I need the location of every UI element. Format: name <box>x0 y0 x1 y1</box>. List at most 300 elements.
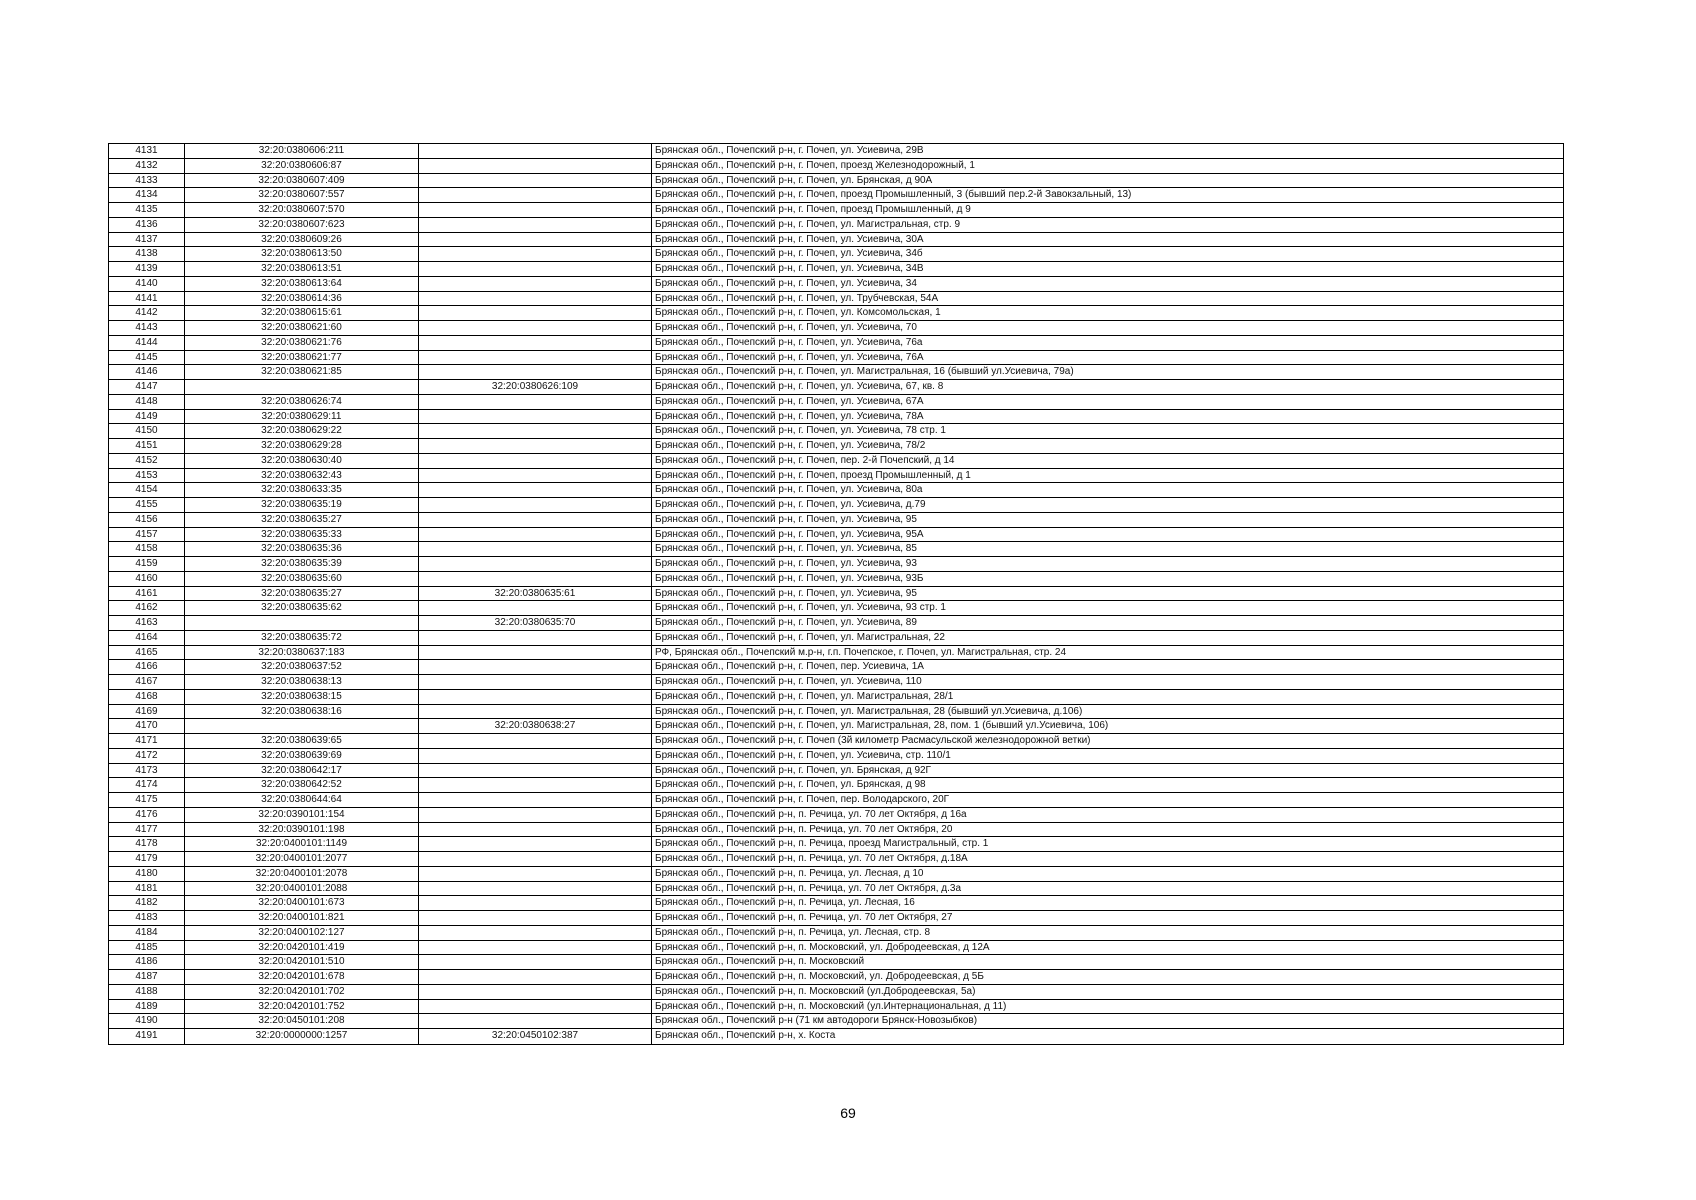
row-number-cell: 4138 <box>109 247 185 261</box>
row-number-cell: 4137 <box>109 233 185 247</box>
cadastral-number-2-cell <box>419 896 652 910</box>
address-cell: Брянская обл., Почепский р-н, п. Московский, ул. Добродеевская, д 5Б <box>655 971 984 982</box>
cadastral-number-2-cell <box>419 439 652 453</box>
table-row <box>109 572 1563 587</box>
cadastral-number-cell: 32:20:0380639:65 <box>185 734 419 748</box>
table-row <box>109 1014 1563 1029</box>
cadastral-number-2-cell <box>419 852 652 866</box>
address-cell: Брянская обл., Почепский р-н, г. Почеп, ул. Магистральная, 28 (бывший ул.Усиевича, д.106) <box>655 705 1083 717</box>
table-row <box>109 528 1563 543</box>
cadastral-number-cell: 32:20:0380633:35 <box>185 483 419 497</box>
row-number-cell: 4169 <box>109 705 185 719</box>
cadastral-number-2-cell <box>419 410 652 424</box>
table-row <box>109 646 1563 661</box>
cadastral-number-2-cell <box>419 985 652 999</box>
table-row <box>109 823 1563 838</box>
table-row <box>109 911 1563 926</box>
cadastral-number-cell: 32:20:0380607:570 <box>185 203 419 217</box>
row-number-cell: 4188 <box>109 985 185 999</box>
row-number-cell: 4135 <box>109 203 185 217</box>
row-number-cell: 4140 <box>109 277 185 291</box>
address-cell: Брянская обл., Почепский р-н, п. Речица, ул. 70 лет Октября, д.3а <box>655 882 962 894</box>
address-cell: Брянская обл., Почепский р-н, г. Почеп, ул. Усиевича, 76а <box>655 336 923 348</box>
cadastral-number-2-cell <box>419 837 652 851</box>
row-number-cell: 4178 <box>109 837 185 851</box>
address-cell: Брянская обл., Почепский р-н, г. Почеп, ул. Усиевича, 93 стр. 1 <box>655 602 946 614</box>
address-cell: Брянская обл., Почепский р-н, г. Почеп, ул. Усиевича, 78А <box>655 410 924 422</box>
cadastral-number-2-cell <box>419 749 652 763</box>
cadastral-number-2-cell <box>419 542 652 556</box>
cadastral-number-2-cell <box>419 424 652 438</box>
cadastral-number-cell: 32:20:0380606:211 <box>185 144 419 158</box>
cadastral-number-2-cell <box>419 926 652 940</box>
row-number-cell: 4132 <box>109 159 185 173</box>
row-number-cell: 4155 <box>109 498 185 512</box>
row-number-cell: 4179 <box>109 852 185 866</box>
cadastral-number-cell: 32:20:0380607:409 <box>185 174 419 188</box>
table-row <box>109 601 1563 616</box>
table-row <box>109 690 1563 705</box>
row-number-cell: 4166 <box>109 660 185 674</box>
cadastral-number-cell: 32:20:0380638:15 <box>185 690 419 704</box>
table-row <box>109 277 1563 292</box>
cadastral-number-2-cell <box>419 1000 652 1014</box>
row-number-cell: 4136 <box>109 218 185 232</box>
address-cell: Брянская обл., Почепский р-н, г. Почеп, ул. Усиевича, 67, кв. 8 <box>655 381 944 392</box>
table-row <box>109 469 1563 484</box>
address-cell: Брянская обл., Почепский р-н, г. Почеп, ул. Усиевича, 29В <box>655 145 924 156</box>
cadastral-number-cell: 32:20:0380615:61 <box>185 306 419 320</box>
row-number-cell: 4161 <box>109 587 185 601</box>
row-number-cell: 4180 <box>109 867 185 881</box>
cadastral-number-2-cell <box>419 247 652 261</box>
row-number-cell: 4156 <box>109 513 185 527</box>
address-cell: Брянская обл., Почепский р-н, г. Почеп, ул. Усиевича, 93Б <box>655 572 924 584</box>
table-row <box>109 985 1563 1000</box>
cadastral-number-2-cell <box>419 365 652 379</box>
cadastral-number-cell: 32:20:0380626:74 <box>185 395 419 409</box>
row-number-cell: 4175 <box>109 793 185 807</box>
table-row <box>109 778 1563 793</box>
address-cell: Брянская обл., Почепский р-н, г. Почеп (3й километр Расмасульской железнодорожной ветки) <box>655 735 1091 746</box>
address-cell: Брянская обл., Почепский р-н, г. Почеп, ул. Усиевича, 70 <box>655 322 917 333</box>
cadastral-number-cell: 32:20:0380637:52 <box>185 660 419 674</box>
row-number-cell: 4149 <box>109 410 185 424</box>
cadastral-number-2-cell <box>419 395 652 409</box>
cadastral-number-cell: 32:20:0380607:623 <box>185 218 419 232</box>
cadastral-number-cell: 32:20:0400101:1149 <box>185 837 419 851</box>
row-number-cell: 4146 <box>109 365 185 379</box>
cadastral-number-cell: 32:20:0380635:36 <box>185 542 419 556</box>
cadastral-number-cell: 32:20:0380635:60 <box>185 572 419 586</box>
row-number-cell: 4173 <box>109 764 185 778</box>
table-row <box>109 454 1563 469</box>
cadastral-number-cell: 32:20:0380613:51 <box>185 262 419 276</box>
row-number-cell: 4183 <box>109 911 185 925</box>
cadastral-number-2-cell <box>419 498 652 512</box>
cadastral-number-cell: 32:20:0380638:16 <box>185 705 419 719</box>
cadastral-number-2-cell <box>419 483 652 497</box>
table-row <box>109 660 1563 675</box>
cadastral-number-2-cell <box>419 808 652 822</box>
cadastral-number-2-cell <box>419 336 652 350</box>
address-cell: Брянская обл., Почепский р-н, п. Московский, ул. Добродеевская, д 12А <box>655 941 990 953</box>
table-row <box>109 218 1563 233</box>
row-number-cell: 4141 <box>109 292 185 306</box>
row-number-cell: 4154 <box>109 483 185 497</box>
row-number-cell: 4152 <box>109 454 185 468</box>
row-number-cell: 4184 <box>109 926 185 940</box>
table-row <box>109 306 1563 321</box>
row-number-cell: 4150 <box>109 424 185 438</box>
address-cell: Брянская обл., Почепский р-н, п. Речица, ул. 70 лет Октября, 20 <box>655 823 953 835</box>
row-number-cell: 4159 <box>109 557 185 571</box>
cadastral-number-cell: 32:20:0380609:26 <box>185 233 419 247</box>
cadastral-number-2-cell <box>419 823 652 837</box>
row-number-cell: 4177 <box>109 823 185 837</box>
table-row <box>109 351 1563 366</box>
cadastral-number-cell: 32:20:0380630:40 <box>185 454 419 468</box>
address-cell: Брянская обл., Почепский р-н, г. Почеп, ул. Усиевича, 30А <box>655 233 924 245</box>
table-row <box>109 233 1563 248</box>
address-cell: Брянская обл., Почепский р-н, п. Московский (ул.Интернациональная, д 11) <box>655 1000 1007 1012</box>
cadastral-number-cell: 32:20:0380635:27 <box>185 587 419 601</box>
address-cell: Брянская обл., Почепский р-н, г. Почеп, ул. Усиевича, 93 <box>655 558 917 569</box>
cadastral-number-cell: 32:20:0380642:17 <box>185 764 419 778</box>
cadastral-number-cell: 32:20:0380621:77 <box>185 351 419 365</box>
table-row <box>109 410 1563 425</box>
cadastral-number-2-cell <box>419 218 652 232</box>
row-number-cell: 4181 <box>109 882 185 896</box>
address-cell: Брянская обл., Почепский р-н, г. Почеп, ул. Усиевича, 85 <box>655 543 917 555</box>
cadastral-number-2-cell: 32:20:0380635:70 <box>419 616 652 630</box>
table-row <box>109 705 1563 720</box>
cadastral-number-2-cell <box>419 660 652 674</box>
table-row <box>109 424 1563 439</box>
cadastral-number-cell: 32:20:0380629:22 <box>185 424 419 438</box>
table-row <box>109 793 1563 808</box>
cadastral-number-2-cell <box>419 306 652 320</box>
table-row <box>109 882 1563 897</box>
address-cell: Брянская обл., Почепский р-н, п. Московский (ул.Добродеевская, 5а) <box>655 985 976 997</box>
cadastral-number-cell: 32:20:0400101:2077 <box>185 852 419 866</box>
table-row <box>109 144 1563 159</box>
table-row <box>109 941 1563 956</box>
cadastral-number-cell: 32:20:0000000:1257 <box>185 1029 419 1044</box>
cadastral-number-cell: 32:20:0380632:43 <box>185 469 419 483</box>
table-row <box>109 380 1563 395</box>
table-row <box>109 557 1563 572</box>
address-cell: Брянская обл., Почепский р-н, г. Почеп, пер. Усиевича, 1А <box>655 661 924 673</box>
cadastral-number-cell <box>185 719 419 733</box>
table-row <box>109 867 1563 882</box>
table-row <box>109 365 1563 380</box>
address-cell: Брянская обл., Почепский р-н, г. Почеп, ул. Магистральная, стр. 9 <box>655 218 961 230</box>
table-row <box>109 1000 1563 1015</box>
cadastral-number-2-cell <box>419 941 652 955</box>
cadastral-number-2-cell <box>419 882 652 896</box>
cadastral-number-cell: 32:20:0380621:60 <box>185 321 419 335</box>
address-cell: Брянская обл., Почепский р-н, п. Московский <box>655 956 865 968</box>
row-number-cell: 4147 <box>109 380 185 394</box>
address-cell: Брянская обл., Почепский р-н, г. Почеп, ул. Усиевича, 95 <box>655 513 917 525</box>
row-number-cell: 4174 <box>109 778 185 792</box>
cadastral-number-2-cell <box>419 734 652 748</box>
address-cell: Брянская обл., Почепский р-н, п. Речица, ул. 70 лет Октября, д.18А <box>655 853 968 864</box>
row-number-cell: 4133 <box>109 174 185 188</box>
cadastral-number-cell: 32:20:0380635:72 <box>185 631 419 645</box>
cadastral-number-2-cell <box>419 188 652 202</box>
row-number-cell: 4139 <box>109 262 185 276</box>
address-cell: Брянская обл., Почепский р-н, п. Речица, ул. Лесная, стр. 8 <box>655 926 931 938</box>
table-row <box>109 262 1563 277</box>
address-cell: Брянская обл., Почепский р-н, п. Речица, ул. Лесная, д 10 <box>655 867 924 879</box>
cadastral-number-2-cell: 32:20:0380638:27 <box>419 719 652 733</box>
row-number-cell: 4170 <box>109 719 185 733</box>
row-number-cell: 4165 <box>109 646 185 660</box>
address-cell: Брянская обл., Почепский р-н, г. Почеп, проезд Промышленный, д 1 <box>655 469 971 481</box>
address-cell: Брянская обл., Почепский р-н, г. Почеп, ул. Трубчевская, 54А <box>655 292 939 304</box>
table-row <box>109 159 1563 174</box>
table-row <box>109 896 1563 911</box>
address-cell: Брянская обл., Почепский р-н, г. Почеп, ул. Брянская, д 90А <box>655 174 933 186</box>
cadastral-number-cell: 32:20:0390101:154 <box>185 808 419 822</box>
cadastral-number-2-cell <box>419 690 652 704</box>
address-cell: Брянская обл., Почепский р-н, г. Почеп, ул. Усиевича, 110 <box>655 676 922 687</box>
row-number-cell: 4187 <box>109 970 185 984</box>
table-row <box>109 1029 1563 1044</box>
address-cell: Брянская обл., Почепский р-н, г. Почеп, пер. 2-й Почепский, д 14 <box>655 454 955 466</box>
address-cell: Брянская обл., Почепский р-н, г. Почеп, ул. Брянская, д 98 <box>655 779 926 791</box>
cadastral-number-cell: 32:20:0380635:62 <box>185 601 419 615</box>
cadastral-number-2-cell: 32:20:0450102:387 <box>419 1029 652 1044</box>
table-row <box>109 292 1563 307</box>
row-number-cell: 4168 <box>109 690 185 704</box>
row-number-cell: 4186 <box>109 955 185 969</box>
address-cell: Брянская обл., Почепский р-н, п. Речица, ул. 70 лет Октября, 27 <box>655 912 953 923</box>
cadastral-number-cell: 32:20:0400101:2088 <box>185 882 419 896</box>
table-row <box>109 498 1563 513</box>
address-cell: Брянская обл., Почепский р-н, г. Почеп, ул. Усиевича, д.79 <box>655 499 926 510</box>
address-cell: Брянская обл., Почепский р-н, г. Почеп, ул. Магистральная, 28/1 <box>655 690 954 702</box>
row-number-cell: 4185 <box>109 941 185 955</box>
table-row <box>109 675 1563 690</box>
table-row <box>109 749 1563 764</box>
cadastral-number-2-cell <box>419 955 652 969</box>
cadastral-number-2-cell <box>419 469 652 483</box>
row-number-cell: 4153 <box>109 469 185 483</box>
row-number-cell: 4167 <box>109 675 185 689</box>
table-row <box>109 513 1563 528</box>
cadastral-number-2-cell <box>419 631 652 645</box>
cadastral-number-2-cell: 32:20:0380626:109 <box>419 380 652 394</box>
cadastral-number-cell: 32:20:0420101:678 <box>185 970 419 984</box>
row-number-cell: 4172 <box>109 749 185 763</box>
row-number-cell: 4148 <box>109 395 185 409</box>
cadastral-number-2-cell <box>419 321 652 335</box>
row-number-cell: 4151 <box>109 439 185 453</box>
cadastral-number-cell: 32:20:0380638:13 <box>185 675 419 689</box>
row-number-cell: 4144 <box>109 336 185 350</box>
cadastral-number-cell: 32:20:0380629:11 <box>185 410 419 424</box>
table-row <box>109 955 1563 970</box>
row-number-cell: 4143 <box>109 321 185 335</box>
cadastral-number-cell: 32:20:0380607:557 <box>185 188 419 202</box>
table-row <box>109 542 1563 557</box>
address-cell: Брянская обл., Почепский р-н, г. Почеп, ул. Усиевича, 78/2 <box>655 440 926 451</box>
row-number-cell: 4163 <box>109 616 185 630</box>
address-cell: Брянская обл., Почепский р-н, г. Почеп, ул. Усиевича, 34 <box>655 277 917 289</box>
cadastral-number-2-cell <box>419 528 652 542</box>
registry-table-body <box>109 144 1563 1044</box>
cadastral-number-2-cell <box>419 557 652 571</box>
table-row <box>109 616 1563 631</box>
address-cell: Брянская обл., Почепский р-н, п. Речица, ул. 70 лет Октября, д 16а <box>655 808 967 820</box>
cadastral-number-cell: 32:20:0380621:76 <box>185 336 419 350</box>
cadastral-number-2-cell <box>419 277 652 291</box>
row-number-cell: 4142 <box>109 306 185 320</box>
cadastral-number-2-cell <box>419 144 652 158</box>
table-row <box>109 188 1563 203</box>
row-number-cell: 4164 <box>109 631 185 645</box>
row-number-cell: 4171 <box>109 734 185 748</box>
cadastral-number-cell: 32:20:0380613:50 <box>185 247 419 261</box>
cadastral-number-cell: 32:20:0420101:702 <box>185 985 419 999</box>
cadastral-number-cell: 32:20:0380621:85 <box>185 365 419 379</box>
address-cell: Брянская обл., Почепский р-н, г. Почеп, ул. Усиевича, 76А <box>655 351 924 363</box>
address-cell: Брянская обл., Почепский р-н, г. Почеп, ул. Усиевича, 89 <box>655 617 917 628</box>
cadastral-number-cell: 32:20:0380613:64 <box>185 277 419 291</box>
cadastral-number-2-cell <box>419 174 652 188</box>
cadastral-number-2-cell <box>419 203 652 217</box>
cadastral-number-cell: 32:20:0380635:27 <box>185 513 419 527</box>
table-row <box>109 719 1563 734</box>
address-cell: Брянская обл., Почепский р-н, г. Почеп, ул. Брянская, д 92Г <box>655 764 931 776</box>
page-number: 69 <box>840 1105 856 1121</box>
cadastral-number-cell: 32:20:0380637:183 <box>185 646 419 660</box>
cadastral-number-2-cell <box>419 778 652 792</box>
cadastral-number-2-cell <box>419 1014 652 1028</box>
table-row <box>109 764 1563 779</box>
row-number-cell: 4190 <box>109 1014 185 1028</box>
cadastral-number-cell: 32:20:0400101:2078 <box>185 867 419 881</box>
cadastral-number-2-cell <box>419 793 652 807</box>
table-row <box>109 926 1563 941</box>
address-cell: Брянская обл., Почепский р-н, г. Почеп, ул. Магистральная, 28, пом. 1 (бывший ул.Усиевича, 106) <box>655 720 1109 732</box>
cadastral-number-cell <box>185 380 419 394</box>
cadastral-number-cell: 32:20:0390101:198 <box>185 823 419 837</box>
address-cell: Брянская обл., Почепский р-н, г. Почеп, ул. Магистральная, 22 <box>655 631 945 643</box>
table-row <box>109 247 1563 262</box>
table-row <box>109 837 1563 852</box>
cadastral-number-cell: 32:20:0380639:69 <box>185 749 419 763</box>
cadastral-number-cell: 32:20:0420101:752 <box>185 1000 419 1014</box>
table-row <box>109 174 1563 189</box>
address-cell: Брянская обл., Почепский р-н, г. Почеп, ул. Усиевича, стр. 110/1 <box>655 749 951 761</box>
cadastral-number-cell: 32:20:0400101:821 <box>185 911 419 925</box>
cadastral-number-2-cell <box>419 454 652 468</box>
cadastral-number-cell: 32:20:0450101:208 <box>185 1014 419 1028</box>
cadastral-number-cell: 32:20:0400101:673 <box>185 896 419 910</box>
table-row <box>109 587 1563 602</box>
table-row <box>109 852 1563 867</box>
address-cell: Брянская обл., Почепский р-н (71 км автодороги Брянск-Новозыбков) <box>655 1015 978 1027</box>
row-number-cell: 4162 <box>109 601 185 615</box>
cadastral-number-2-cell <box>419 705 652 719</box>
cadastral-number-2-cell <box>419 601 652 615</box>
cadastral-number-2-cell <box>419 233 652 247</box>
table-row <box>109 336 1563 351</box>
address-cell: Брянская обл., Почепский р-н, г. Почеп, ул. Усиевича, 95 <box>655 587 917 599</box>
cadastral-number-2-cell <box>419 262 652 276</box>
row-number-cell: 4157 <box>109 528 185 542</box>
cadastral-number-2-cell: 32:20:0380635:61 <box>419 587 652 601</box>
address-cell: Брянская обл., Почепский р-н, г. Почеп, проезд Железнодорожный, 1 <box>655 159 975 171</box>
table-row <box>109 203 1563 218</box>
table-row <box>109 483 1563 498</box>
address-cell: Брянская обл., Почепский р-н, г. Почеп, ул. Комсомольская, 1 <box>655 307 941 319</box>
cadastral-number-2-cell <box>419 292 652 306</box>
row-number-cell: 4134 <box>109 188 185 202</box>
cadastral-number-cell: 32:20:0380635:19 <box>185 498 419 512</box>
table-row <box>109 321 1563 336</box>
address-cell: Брянская обл., Почепский р-н, г. Почеп, проезд Промышленный, 3 (бывший пер.2-й Завокзальный, 13) <box>655 189 1132 201</box>
row-number-cell: 4191 <box>109 1029 185 1044</box>
registry-table <box>108 143 1564 1045</box>
address-cell: Брянская обл., Почепский р-н, г. Почеп, ул. Усиевича, 80а <box>655 484 923 496</box>
table-row <box>109 395 1563 410</box>
cadastral-number-cell <box>185 616 419 630</box>
cadastral-number-2-cell <box>419 970 652 984</box>
cadastral-number-cell: 32:20:0380644:64 <box>185 793 419 807</box>
cadastral-number-cell: 32:20:0380635:33 <box>185 528 419 542</box>
address-cell: Брянская обл., Почепский р-н, х. Коста <box>655 1030 836 1041</box>
address-cell: Брянская обл., Почепский р-н, г. Почеп, ул. Усиевича, 34В <box>655 263 924 274</box>
cadastral-number-2-cell <box>419 867 652 881</box>
cadastral-number-2-cell <box>419 911 652 925</box>
cadastral-number-cell: 32:20:0380635:39 <box>185 557 419 571</box>
row-number-cell: 4131 <box>109 144 185 158</box>
cadastral-number-2-cell <box>419 764 652 778</box>
cadastral-number-cell: 32:20:0380606:87 <box>185 159 419 173</box>
cadastral-number-cell: 32:20:0380614:36 <box>185 292 419 306</box>
row-number-cell: 4189 <box>109 1000 185 1014</box>
address-cell: Брянская обл., Почепский р-н, г. Почеп, ул. Усиевича, 67А <box>655 395 924 407</box>
row-number-cell: 4145 <box>109 351 185 365</box>
cadastral-number-cell: 32:20:0420101:510 <box>185 955 419 969</box>
cadastral-number-2-cell <box>419 646 652 660</box>
table-row <box>109 734 1563 749</box>
cadastral-number-2-cell <box>419 572 652 586</box>
address-cell: РФ, Брянская обл., Почепский м.р-н, г.п. Почепское, г. Почеп, ул. Магистральная, стр. 24 <box>655 646 1067 658</box>
row-number-cell: 4176 <box>109 808 185 822</box>
cadastral-number-2-cell <box>419 675 652 689</box>
address-cell: Брянская обл., Почепский р-н, г. Почеп, ул. Магистральная, 16 (бывший ул.Усиевича, 79а) <box>655 366 1074 378</box>
cadastral-number-2-cell <box>419 351 652 365</box>
table-row <box>109 970 1563 985</box>
cadastral-number-2-cell <box>419 159 652 173</box>
cadastral-number-2-cell <box>419 513 652 527</box>
table-row <box>109 439 1563 454</box>
address-cell: Брянская обл., Почепский р-н, г. Почеп, ул. Усиевича, 78 стр. 1 <box>655 425 946 437</box>
cadastral-number-cell: 32:20:0400102:127 <box>185 926 419 940</box>
cadastral-number-cell: 32:20:0420101:419 <box>185 941 419 955</box>
row-number-cell: 4182 <box>109 896 185 910</box>
address-cell: Брянская обл., Почепский р-н, г. Почеп, проезд Промышленный, д 9 <box>655 204 971 215</box>
row-number-cell: 4158 <box>109 542 185 556</box>
address-cell: Брянская обл., Почепский р-н, п. Речица, ул. Лесная, 16 <box>655 897 915 909</box>
address-cell: Брянская обл., Почепский р-н, г. Почеп, пер. Володарского, 20Г <box>655 794 950 805</box>
